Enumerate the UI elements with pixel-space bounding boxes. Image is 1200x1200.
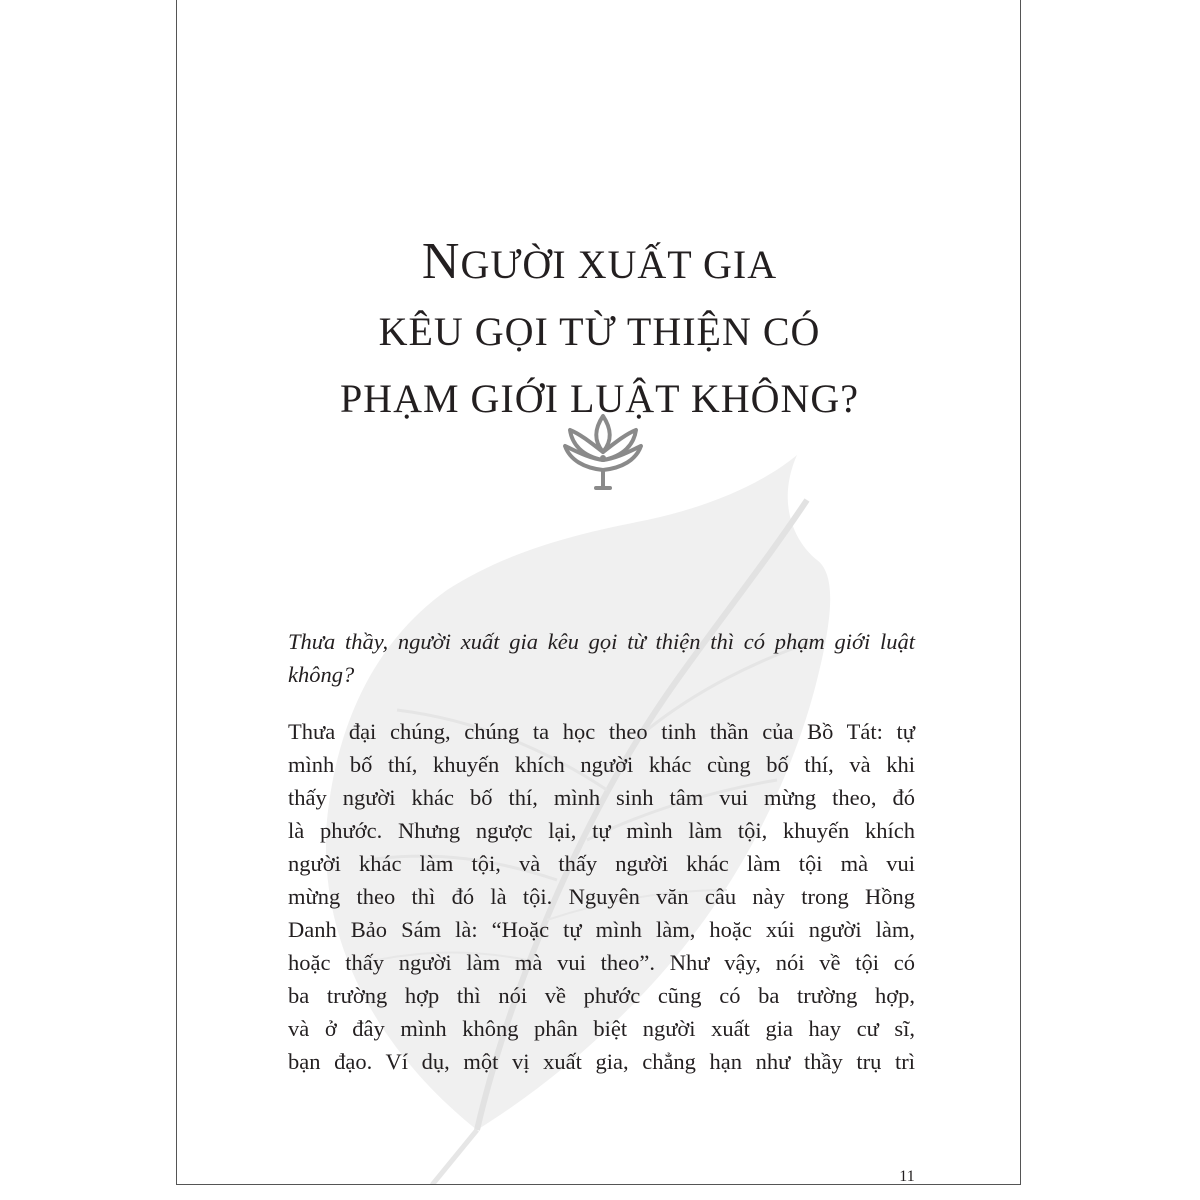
answer-line: Thưa đại chúng, chúng ta học theo tinh thần của Bồ Tát: tự xyxy=(288,719,915,744)
answer-line: hoặc thấy người làm mà vui theo”. Như vậy, nói về tội có xyxy=(288,950,915,975)
question-text: Thưa thầy, người xuất gia kêu gọi từ thiện thì có phạm giới luật không? xyxy=(288,629,915,687)
title-line: KÊU GỌI TỪ THIỆN CÓ xyxy=(378,309,821,354)
answer-line: là phước. Nhưng ngược lại, tự mình làm tội, khuyến khích xyxy=(288,818,915,843)
answer-line: mừng theo thì đó là tội. Nguyên văn câu này trong Hồng xyxy=(288,884,915,909)
title-line: NGƯỜI XUẤT GIA xyxy=(421,233,778,290)
chapter-title xyxy=(177,228,1021,432)
answer-paragraph xyxy=(288,715,915,1078)
page-number: 11 xyxy=(899,1168,915,1185)
answer-line: và ở đây mình không phân biệt người xuất gia hay cư sĩ, xyxy=(288,1016,915,1041)
book-page xyxy=(176,0,1021,1185)
answer-line: Danh Bảo Sám là: “Hoặc tự mình làm, hoặc xúi người làm, xyxy=(288,917,915,942)
lotus-icon xyxy=(562,412,644,492)
answer-line: thấy người khác bố thí, mình sinh tâm vui mừng theo, đó xyxy=(288,785,915,810)
answer-line: mình bố thí, khuyến khích người khác cùng bố thí, và khi xyxy=(288,752,915,777)
answer-line: ba trường hợp thì nói về phước cũng có ba trường hợp, xyxy=(288,983,915,1008)
answer-line: người khác làm tội, và thấy người khác làm tội mà vui xyxy=(288,851,915,876)
answer-line: bạn đạo. Ví dụ, một vị xuất gia, chẳng hạn như thầy trụ trì xyxy=(288,1049,915,1074)
title-line: PHẠM GIỚI LUẬT KHÔNG? xyxy=(339,376,860,421)
